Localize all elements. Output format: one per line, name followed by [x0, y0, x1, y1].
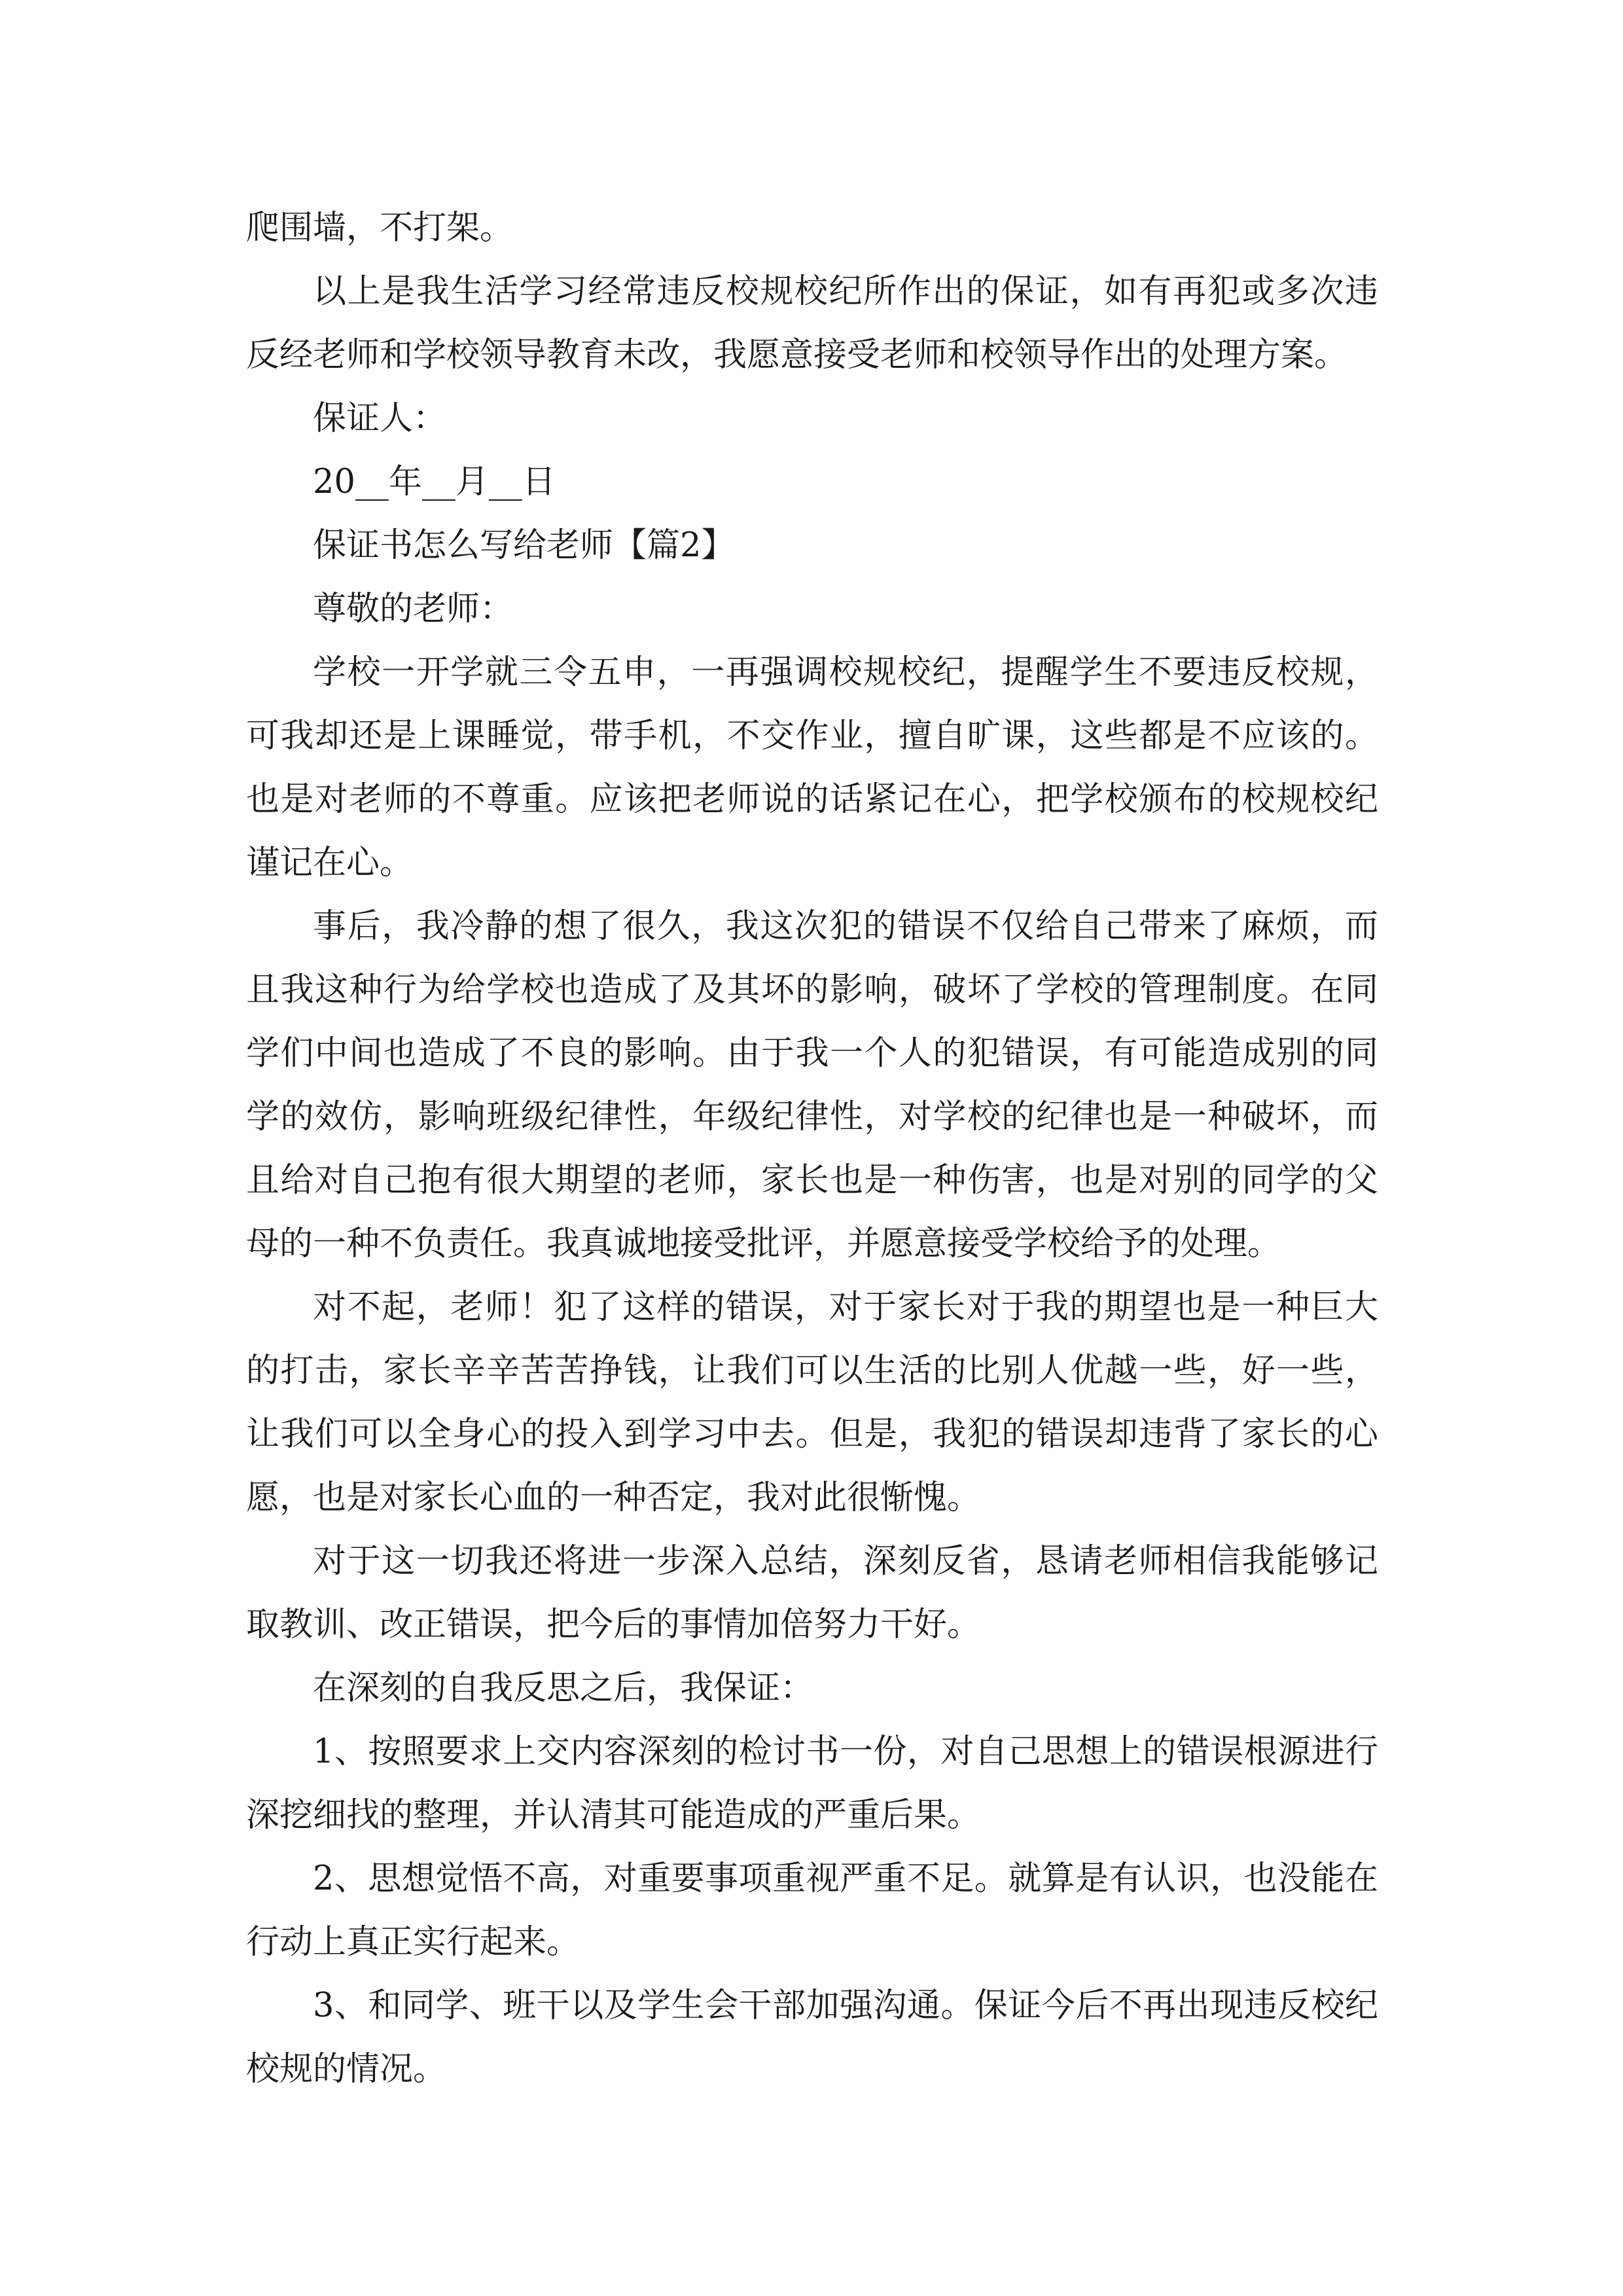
- signature-line: 保证人：: [313, 399, 447, 438]
- paragraph: 学校一开学就三令五申，一再强调校规校纪，提醒学生不要违反校规，可我却还是上课睡觉，带手机，不交作业，擅自旷课，这些都是不应该的。也是对老师的不尊重。应该把老师说的话紧记在心，把学校颁布的校规校纪谨记在心。: [246, 653, 1378, 882]
- paragraph: 对不起，老师！犯了这样的错误，对于家长对于我的期望也是一种巨大的打击，家长辛辛苦苦挣钱，让我们可以生活的比别人优越一些，好一些，让我们可以全身心的投入到学习中去。但是，我犯的错误却违背了家长的心愿，也是对家长心血的一种否定，我对此很惭愧。: [246, 1288, 1378, 1517]
- list-item: 3、和同学、班干以及学生会干部加强沟通。保证今后不再出现违反校纪校规的情况。: [246, 1986, 1378, 2089]
- paragraph: 对于这一切我还将进一步深入总结，深刻反省，恳请老师相信我能够记取教训、改正错误，把今后的事情加倍努力干好。: [246, 1542, 1378, 1644]
- paragraph: 爬围墙，不打架。: [246, 209, 514, 247]
- paragraph: 在深刻的自我反思之后，我保证：: [313, 1669, 814, 1708]
- paragraph: 事后，我冷静的想了很久，我这次犯的错误不仅给自己带来了麻烦，而且我这种行为给学校也造成了及其坏的影响，破坏了学校的管理制度。在同学们中间也造成了不良的影响。由于我一个人的犯错误，有可能造成别的同学的效仿，影响班级纪律性，年级纪律性，对学校的纪律也是一种破坏，而且给对自己抱有很大期望的老师，家长也是一种伤害，也是对别的同学的父母的一种不负责任。我真诚地接受批评，并愿意接受学校给予的处理。: [246, 907, 1378, 1263]
- list-item: 2、思想觉悟不高，对重要事项重视严重不足。就算是有认识，也没能在行动上真正实行起来。: [246, 1859, 1378, 1962]
- list-item: 1、按照要求上交内容深刻的检讨书一份，对自己思想上的错误根源进行深挖细找的整理，并认清其可能造成的严重后果。: [246, 1732, 1378, 1835]
- section-title: 保证书怎么写给老师【篇2】: [313, 526, 735, 565]
- paragraph: 以上是我生活学习经常违反校规校纪所作出的保证，如有再犯或多次违反经老师和学校领导教育未改，我愿意接受老师和校领导作出的处理方案。: [246, 272, 1378, 374]
- salutation: 尊敬的老师：: [313, 590, 514, 628]
- document-body: [246, 196, 1378, 2101]
- date-line: 20__年__月__日: [313, 463, 556, 501]
